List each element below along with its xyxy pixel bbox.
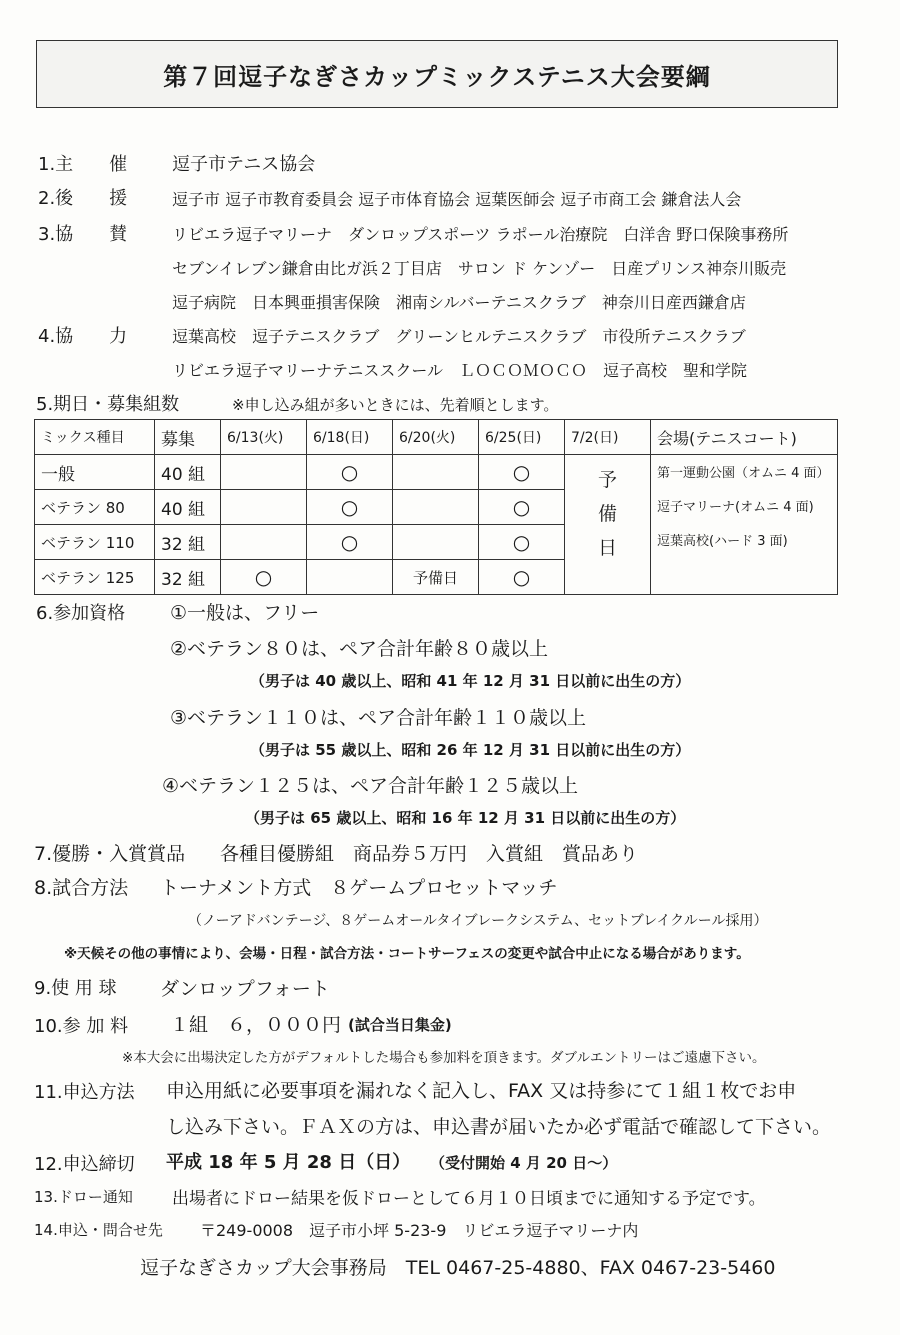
row-mark: 予備日: [393, 560, 479, 595]
office-contact: 逗子なぎさカップ大会事務局 TEL 0467-25-4880、FAX 0467-23-5460: [140, 1257, 776, 1279]
row-mark: ○: [307, 455, 393, 490]
section-4-line-1: 逗葉高校 逗子テニスクラブ グリーンヒルテニスクラブ 市役所テニスクラブ: [172, 327, 746, 346]
venue-item: 逗葉高校(ハード 3 面): [657, 534, 788, 549]
section-5-label: 5.期日・募集組数: [36, 394, 180, 415]
row-quota: 40 組: [155, 490, 221, 525]
section-10-value: １組 ６，０００円: [170, 1014, 342, 1036]
section-12-suffix: （受付開始 4 月 20 日〜）: [430, 1154, 618, 1172]
eligibility-item: ④ベテラン１２５は、ペア合計年齢１２５歳以上: [162, 775, 579, 797]
reserve-day-cell: [565, 455, 651, 595]
row-quota: 32 組: [155, 525, 221, 560]
reserve-char: 備: [597, 503, 617, 525]
section-12-value: 平成 18 年 5 月 28 日（日）: [166, 1152, 411, 1173]
row-mark: ○: [479, 455, 565, 490]
row-mark: [393, 525, 479, 560]
section-12-label: 12.申込締切: [34, 1154, 135, 1175]
schedule-header-row: [35, 420, 838, 455]
section-3-label: 3.協 賛: [38, 224, 128, 245]
venue-item: 逗子マリーナ(オムニ 4 面): [657, 500, 814, 515]
section-10-note: ※本大会に出場決定した方がデフォルトした場合も参加料を頂きます。ダブルエントリーはご遠慮下さい。: [122, 1050, 766, 1066]
section-1-label: 1.主 催: [38, 154, 128, 175]
row-event: ベテラン 110: [35, 525, 155, 560]
section-11-line-1: 申込用紙に必要事項を漏れなく記入し、FAX 又は持参にて１組１枚でお申: [166, 1080, 797, 1102]
row-mark: ○: [307, 490, 393, 525]
row-mark: [221, 455, 307, 490]
section-2-label: 2.後 援: [38, 188, 128, 209]
venue-item: 第一運動公園（オムニ 4 面）: [657, 466, 830, 481]
row-event: 一般: [35, 455, 155, 490]
row-mark: [393, 490, 479, 525]
section-1-value: 逗子市テニス協会: [172, 154, 316, 175]
venue-cell: [651, 455, 838, 595]
reserve-char: 予: [597, 469, 617, 491]
section-10-suffix: (試合当日集金): [348, 1016, 452, 1034]
section-8-label: 8.試合方法: [34, 877, 129, 899]
section-3-line-3: 逗子病院 日本興亜損害保険 湘南シルバーテニスクラブ 神奈川日産西鎌倉店: [172, 293, 746, 312]
table-row: [35, 455, 838, 490]
section-7-label: 7.優勝・入賞賞品: [34, 843, 186, 865]
row-mark: [393, 455, 479, 490]
row-mark: ○: [479, 560, 565, 595]
header-date-4: 6/25(日): [479, 420, 565, 455]
section-13-value: 出場者にドロー結果を仮ドローとして６月１０日頃までに通知する予定です。: [172, 1189, 766, 1209]
row-mark: ○: [479, 490, 565, 525]
section-2-value: 逗子市 逗子市教育委員会 逗子市体育協会 逗葉医師会 逗子市商工会 鎌倉法人会: [172, 190, 742, 209]
header-date-5: 7/2(日): [565, 420, 651, 455]
title-box: [36, 40, 838, 108]
section-13-label: 13.ドロー通知: [34, 1188, 133, 1206]
row-quota: 40 組: [155, 455, 221, 490]
section-3-line-1: リビエラ逗子マリーナ ダンロップスポーツ ラポール治療院 白洋舎 野口保険事務所: [172, 225, 789, 244]
section-11-label: 11.申込方法: [34, 1082, 135, 1103]
row-mark: [221, 525, 307, 560]
schedule-table: [34, 419, 838, 595]
section-4-label: 4.協 力: [38, 326, 128, 347]
row-event: ベテラン 125: [35, 560, 155, 595]
header-quota: 募集: [155, 420, 221, 455]
header-venue: 会場(テニスコート): [651, 420, 838, 455]
eligibility-note: （男子は 65 歳以上、昭和 16 年 12 月 31 日以前に出生の方）: [245, 809, 686, 827]
section-10-label: 10.参 加 料: [34, 1016, 129, 1037]
row-event: ベテラン 80: [35, 490, 155, 525]
reserve-char: 日: [597, 537, 617, 559]
section-14-value: 〒249-0008 逗子市小坪 5-23-9 リビエラ逗子マリーナ内: [200, 1221, 639, 1240]
section-3-line-2: セブンイレブン鎌倉由比ガ浜２丁目店 サロン ド ケンゾー 日産プリンス神奈川販売: [172, 259, 787, 278]
eligibility-note: （男子は 40 歳以上、昭和 41 年 12 月 31 日以前に出生の方）: [250, 672, 691, 690]
eligibility-note: （男子は 55 歳以上、昭和 26 年 12 月 31 日以前に出生の方）: [250, 741, 691, 759]
section-14-label: 14.申込・問合せ先: [34, 1221, 163, 1239]
page-title: 第７回逗子なぎさカップミックステニス大会要綱: [163, 62, 711, 91]
row-mark: ○: [479, 525, 565, 560]
eligibility-item: ①一般は、フリー: [170, 602, 320, 624]
row-quota: 32 組: [155, 560, 221, 595]
header-event: ミックス種目: [35, 420, 155, 455]
eligibility-item: ③ベテラン１１０は、ペア合計年齢１１０歳以上: [170, 707, 587, 729]
section-8-value: トーナメント方式 ８ゲームプロセットマッチ: [160, 877, 558, 899]
row-mark: ○: [307, 525, 393, 560]
row-mark: [307, 560, 393, 595]
section-11-line-2: し込み下さい。ＦＡＸの方は、申込書が届いたか必ず電話で確認して下さい。: [166, 1116, 832, 1138]
section-4-line-2: リビエラ逗子マリーナテニススクール ＬＯＣＯＭＯＣＯ 逗子高校 聖和学院: [172, 361, 748, 380]
weather-note: ※天候その他の事情により、会場・日程・試合方法・コートサーフェスの変更や試合中止になる場合があります。: [64, 946, 750, 962]
header-date-3: 6/20(火): [393, 420, 479, 455]
row-mark: ○: [221, 560, 307, 595]
row-mark: [221, 490, 307, 525]
section-9-label: 9.使 用 球: [34, 978, 117, 999]
section-9-value: ダンロップフォート: [160, 978, 330, 1000]
eligibility-item: ②ベテラン８０は、ペア合計年齢８０歳以上: [170, 638, 549, 660]
header-date-1: 6/13(火): [221, 420, 307, 455]
header-date-2: 6/18(日): [307, 420, 393, 455]
section-7-value: 各種目優勝組 商品券５万円 入賞組 賞品あり: [220, 843, 639, 865]
section-5-note: ※申し込み組が多いときには、先着順とします。: [232, 396, 559, 414]
section-6-label: 6.参加資格: [36, 603, 126, 624]
section-8-note: （ノーアドバンテージ、８ゲームオールタイブレークシステム、セットブレイクルール採用）: [188, 913, 768, 929]
